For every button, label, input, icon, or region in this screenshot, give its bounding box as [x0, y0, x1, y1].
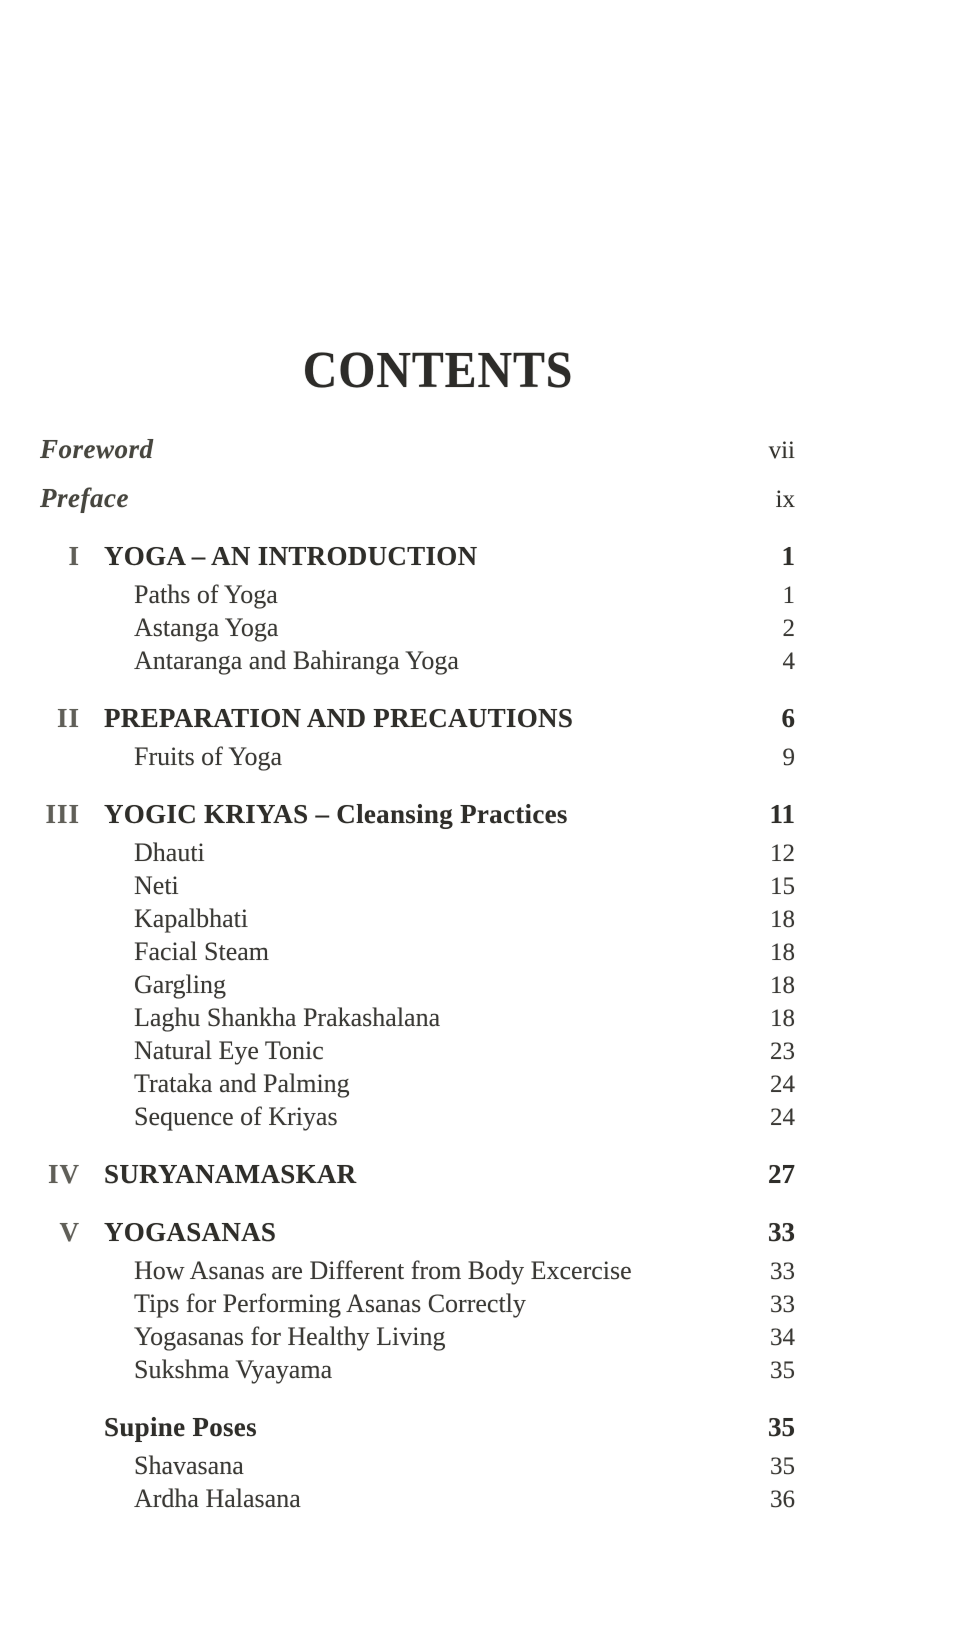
toc-item-label: Ardha Halasana	[134, 1484, 301, 1513]
section-heading-row	[40, 1156, 795, 1192]
toc-section	[40, 538, 795, 678]
toc-section	[40, 700, 795, 774]
section-title: PREPARATION AND PRECAUTIONS	[104, 703, 574, 733]
toc-section	[40, 796, 795, 1134]
page-number: 36	[770, 1486, 795, 1513]
toc-item-row	[40, 936, 795, 969]
front-matter-row	[40, 482, 795, 516]
toc-item-label: Antaranga and Bahiranga Yoga	[134, 646, 459, 675]
page-number: 35	[770, 1357, 795, 1384]
section-numeral: I	[68, 541, 80, 571]
front-matter-label: Preface	[40, 483, 129, 513]
section-numeral: III	[45, 799, 80, 829]
toc-item-label: Tips for Performing Asanas Correctly	[134, 1289, 526, 1318]
section-heading-row	[40, 796, 795, 832]
toc-item-row	[40, 903, 795, 936]
toc-item-label: Astanga Yoga	[134, 613, 279, 642]
page-number: 9	[782, 744, 795, 771]
page-number: 24	[770, 1104, 795, 1131]
page-number: vii	[768, 437, 795, 464]
page-number: 33	[770, 1258, 795, 1285]
toc-item-label: Gargling	[134, 970, 226, 999]
page-number: 18	[770, 1005, 795, 1032]
toc-item-label: Facial Steam	[134, 937, 270, 966]
toc-item-row	[40, 612, 795, 645]
toc-item-label: How Asanas are Different from Body Excercise	[134, 1256, 632, 1285]
section-numeral: II	[56, 703, 80, 733]
section-numeral: V	[59, 1217, 80, 1247]
section-page-number: 33	[768, 1217, 795, 1247]
section-page-number: 1	[781, 541, 795, 571]
toc-item-row	[40, 1255, 795, 1288]
section-page-number: 11	[769, 799, 795, 829]
page-number: 33	[770, 1291, 795, 1318]
toc-item-label: Fruits of Yoga	[134, 742, 283, 771]
toc-list	[40, 433, 795, 1516]
section-page-number: 6	[781, 703, 795, 733]
page-number: 18	[770, 906, 795, 933]
section-page-number: 27	[768, 1159, 795, 1189]
toc-item-label: Trataka and Palming	[134, 1069, 350, 1098]
toc-item-label: Yogasanas for Healthy Living	[134, 1322, 446, 1351]
section-heading-row	[40, 700, 795, 736]
toc-item-row	[40, 1002, 795, 1035]
toc-item-row	[40, 1354, 795, 1387]
front-matter-row	[40, 433, 795, 467]
page-number: 12	[770, 840, 795, 867]
toc-item-row	[40, 969, 795, 1002]
section-title: YOGA – AN INTRODUCTION	[104, 541, 478, 571]
page-title: CONTENTS	[302, 342, 574, 399]
toc-item-row	[40, 579, 795, 612]
page-number: 34	[770, 1324, 795, 1351]
toc-section	[40, 1156, 795, 1192]
front-matter-label: Foreword	[40, 434, 154, 464]
page-number: 23	[770, 1038, 795, 1065]
section-title: YOGIC KRIYAS – Cleansing Practices	[104, 799, 568, 829]
toc-section	[40, 1409, 795, 1516]
section-title: YOGASANAS	[104, 1217, 277, 1247]
toc-item-row	[40, 1035, 795, 1068]
page-number: 4	[782, 648, 795, 675]
toc-item-row	[40, 1068, 795, 1101]
toc-item-label: Sequence of Kriyas	[134, 1102, 338, 1131]
toc-item-row	[40, 645, 795, 678]
toc-item-label: Paths of Yoga	[134, 580, 278, 609]
page-number: 1	[782, 582, 795, 609]
section-heading-row	[40, 1409, 795, 1445]
section-heading-row	[40, 538, 795, 574]
toc-item-label: Shavasana	[134, 1451, 244, 1480]
toc-item-row	[40, 837, 795, 870]
toc-item-label: Natural Eye Tonic	[134, 1036, 324, 1065]
toc-item-row	[40, 1483, 795, 1516]
page-number: ix	[775, 486, 795, 513]
toc-item-row	[40, 870, 795, 903]
page-number: 18	[770, 939, 795, 966]
section-heading-row	[40, 1214, 795, 1250]
toc-item-label: Kapalbhati	[134, 904, 249, 933]
page-title-wrap	[40, 0, 836, 399]
toc-item-row	[40, 741, 795, 774]
page-number: 24	[770, 1071, 795, 1098]
toc-item-row	[40, 1321, 795, 1354]
section-title: Supine Poses	[104, 1412, 257, 1442]
page-number: 18	[770, 972, 795, 999]
toc-item-row	[40, 1288, 795, 1321]
toc-item-label: Sukshma Vyayama	[134, 1355, 333, 1384]
toc-item-row	[40, 1101, 795, 1134]
page-number: 35	[770, 1453, 795, 1480]
page-number: 15	[770, 873, 795, 900]
toc-item-label: Laghu Shankha Prakashalana	[134, 1003, 441, 1032]
section-numeral: IV	[47, 1159, 80, 1189]
toc-item-label: Neti	[134, 871, 179, 900]
page-number: 2	[782, 615, 795, 642]
section-page-number: 35	[768, 1412, 795, 1442]
toc-section	[40, 1214, 795, 1387]
toc-item-label: Dhauti	[134, 838, 205, 867]
toc-item-row	[40, 1450, 795, 1483]
section-title: SURYANAMASKAR	[104, 1159, 357, 1189]
